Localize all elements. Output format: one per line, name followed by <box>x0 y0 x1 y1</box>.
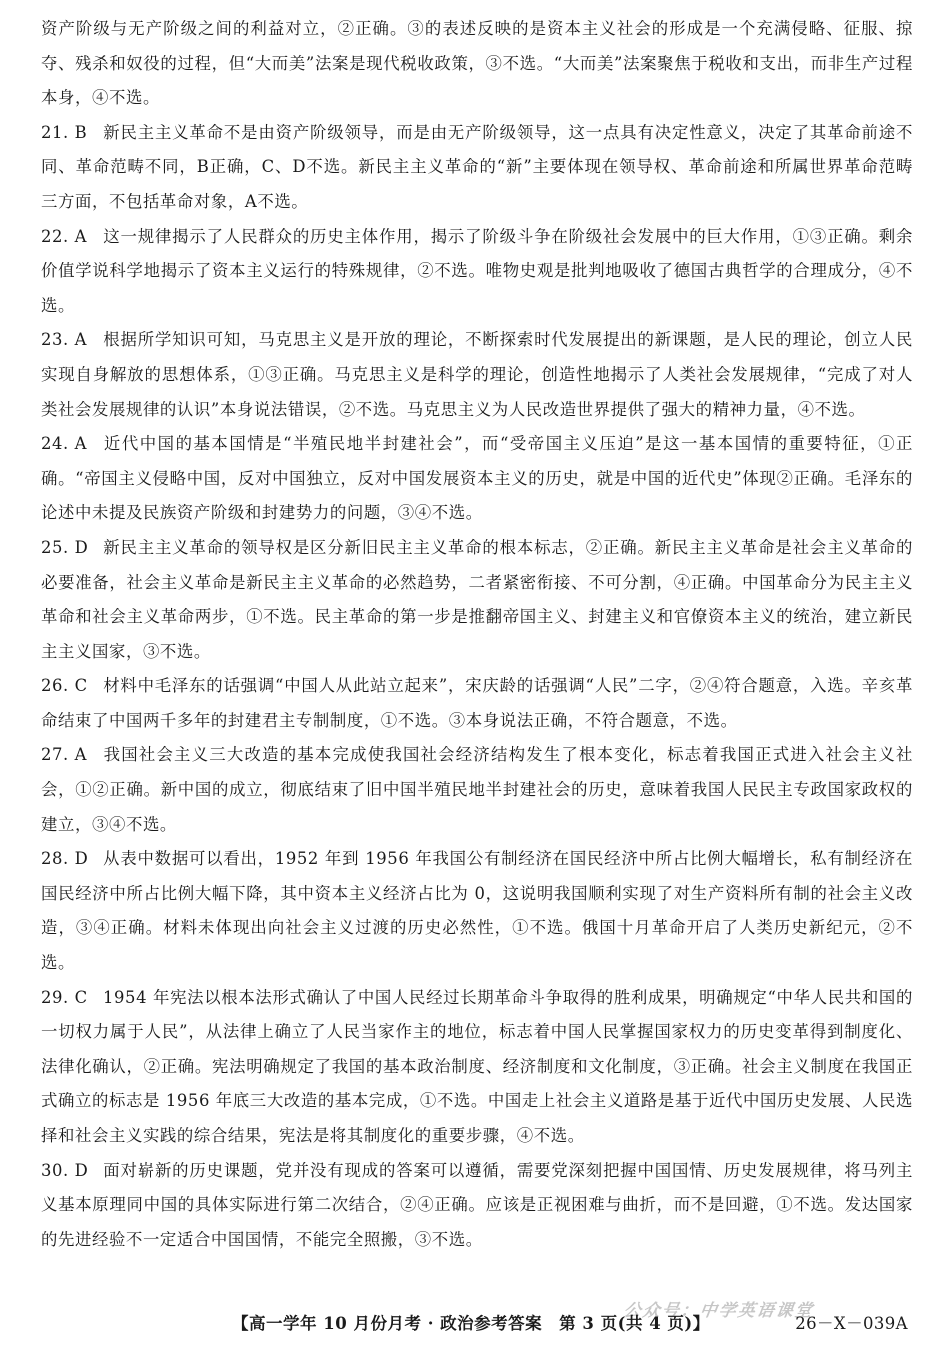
answer-number: 22. A <box>41 226 88 246</box>
answer-item-27 <box>41 738 913 842</box>
answer-item-23 <box>41 323 913 427</box>
answer-number: 28. D <box>41 849 89 869</box>
answer-text: 我国社会主义三大改造的基本完成使我国社会经济结构发生了根本变化，标志着我国正式进入社会主义社会，①②正确。新中国的成立，彻底结束了旧中国半殖民地半封建社会的历史，意味着我国人民民主专政国家政权的建立，③④不选。 <box>41 745 913 834</box>
answer-number: 27. A <box>41 745 88 765</box>
answer-number: 30. D <box>41 1160 89 1180</box>
answer-text: 新民主主义革命的领导权是区分新旧民主主义革命的根本标志，②正确。新民主主义革命是社会主义革命的必要准备，社会主义革命是新民主主义革命的必然趋势，二者紧密衔接、不可分割，④正确。中国革命分为民主主义革命和社会主义革命两步，①不选。民主革命的第一步是推翻帝国主义、封建主义和官僚资本主义的统治，建立新民主主义国家，③不选。 <box>41 537 913 661</box>
answer-text: 根据所学知识可知，马克思主义是开放的理论，不断探索时代发展提出的新课题，是人民的理论，创立人民实现自身解放的思想体系，①③正确。马克思主义是科学的理论，创造性地揭示了人类社会发展规律，“完成了对人类社会发展规律的认识”本身说法错误，②不选。马克思主义为人民改造世界提供了强大的精神力量，④不选。 <box>41 330 913 419</box>
footer-code: 26－X－039A <box>795 1314 908 1333</box>
answer-text: 这一规律揭示了人民群众的历史主体作用，揭示了阶级斗争在阶级社会发展中的巨大作用，①③正确。剩余价值学说科学地揭示了资本主义运行的特殊规律，②不选。唯物史观是批判地吸收了德国古典哲学的合理成分，④不选。 <box>41 226 913 315</box>
answer-page <box>41 12 913 1257</box>
answer-text: 从表中数据可以看出，1952 年到 1956 年我国公有制经济在国民经济中所占比例大幅增长，私有制经济在国民经济中所占比例大幅下降，其中资本主义经济占比为 0，这说明我国顺利实现了对生产资料所有制的社会主义改造，③④正确。材料未体现出向社会主义过渡的历史必然性，①不选。俄国十月革命开启了人类历史新纪元，②不选。 <box>41 849 913 973</box>
answer-text: 新民主主义革命不是由资产阶级领导，而是由无产阶级领导，这一点具有决定性意义，决定了其革命前途不同、革命范畴不同，B正确，C、D不选。新民主主义革命的“新”主要体现在领导权、革命前途和所属世界革命范畴三方面，不包括革命对象，A不选。 <box>41 122 913 211</box>
answer-number: 21. B <box>41 122 88 142</box>
answer-text: 材料中毛泽东的话强调“中国人从此站立起来”，宋庆龄的话强调“人民”二字，②④符合题意，入选。辛亥革命结束了中国两千多年的封建君主专制制度，①不选。③本身说法正确，不符合题意，不选。 <box>41 676 913 730</box>
answer-item-30 <box>41 1154 913 1258</box>
intro-paragraph: 资产阶级与无产阶级之间的利益对立，②正确。③的表述反映的是资本主义社会的形成是一个充满侵略、征服、掠夺、残杀和奴役的过程，但“大而美”法案是现代税收政策，③不选。“大而美”法案聚焦于税收和支出，而非生产过程本身，④不选。 <box>41 19 913 108</box>
answer-number: 26. C <box>41 676 88 696</box>
answer-text: 近代中国的基本国情是“半殖民地半封建社会”，而“受帝国主义压迫”是这一基本国情的重要特征，①正确。“帝国主义侵略中国，反对中国独立，反对中国发展资本主义的历史，就是中国的近代史”体现②正确。毛泽东的论述中未提及民族资产阶级和封建势力的问题，③④不选。 <box>41 434 913 523</box>
answer-number: 23. A <box>41 330 88 350</box>
answer-item-22 <box>41 220 913 324</box>
answer-item-24 <box>41 427 913 531</box>
watermark-text: 公众号：中学英语课堂 <box>622 1301 816 1321</box>
answer-number: 29. C <box>41 987 88 1007</box>
footer-title: 【高一学年 10 月份月考 · 政治参考答案 第 3 页(共 4 页)】 <box>232 1314 710 1333</box>
answer-item-26 <box>41 669 913 738</box>
answer-text: 1954 年宪法以根本法形式确认了中国人民经过长期革命斗争取得的胜利成果，明确规定“中华人民共和国的一切权力属于人民”，从法律上确立了人民当家作主的地位，标志着中国人民掌握国家权力的历史变革得到制度化、法律化确认，②正确。宪法明确规定了我国的基本政治制度、经济制度和文化制度，③正确。社会主义制度在我国正式确立的标志是 1956 年底三大改造的基本完成，①不选。中国走上社会主义道路是基于近代中国历史发展、人民选择和社会主义实践的综合结果，宪法是将其制度化的重要步骤，④不选。 <box>41 987 913 1145</box>
answer-item-21 <box>41 116 913 220</box>
answer-item-28 <box>41 842 913 980</box>
answer-number: 25. D <box>41 537 89 557</box>
answer-item-29 <box>41 981 913 1154</box>
answer-number: 24. A <box>41 434 88 454</box>
answer-item-25 <box>41 531 913 669</box>
answer-text: 面对崭新的历史课题，党并没有现成的答案可以遵循，需要党深刻把握中国国情、历史发展规律，将马列主义基本原理同中国的具体实际进行第二次结合，②④正确。应该是正视困难与曲折，而不是回避，①不选。发达国家的先进经验不一定适合中国国情，不能完全照搬，③不选。 <box>41 1160 913 1249</box>
page-footer <box>0 1310 950 1340</box>
